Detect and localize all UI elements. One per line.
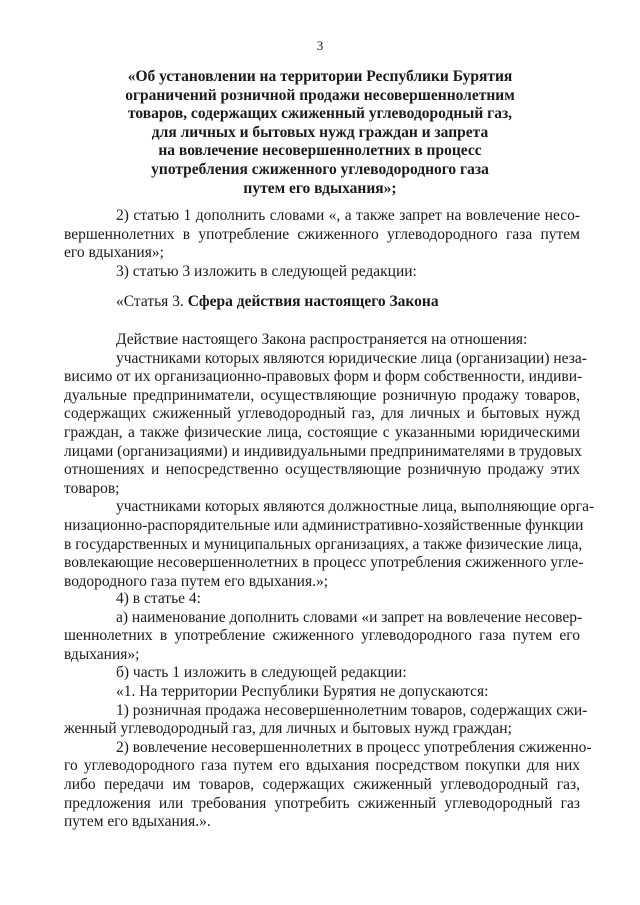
text-line: 3) статью 3 изложить в следующей редакции: [116, 262, 417, 280]
text-line: Действие настоящего Закона распространяется на отношения: [116, 331, 528, 348]
text-line: висимо от их организационно-правовых форм и форм собственности, индиви- [64, 368, 583, 386]
title-line: употребления сжиженного углеводородного газа [151, 160, 489, 178]
text-line: вовлекающие несовершеннолетних в процесс употребления сжиженного угле- [64, 554, 584, 572]
text-line: участниками которых являются должностные лица, выполняющие орга- [116, 498, 595, 516]
text-line: путем его вдыхания.». [64, 813, 211, 831]
text-line: 1) розничная продажа несовершеннолетним товаров, содержащих сжи- [116, 701, 588, 719]
text-line: содержащих сжиженный углеводородный газ, для личных и бытовых нужд [64, 405, 580, 423]
text-line: товаров; [64, 479, 120, 497]
title-line: «Об установлении на территории Республики Бурятия [127, 68, 513, 85]
text-line: водородного газа путем его вдыхания.»; [64, 572, 329, 590]
text-line: отношениях и непосредственно осуществляющие розничную продажу этих [64, 461, 580, 479]
document-title [110, 68, 530, 198]
title-line: для личных и бытовых нужд граждан и запрета [151, 123, 489, 141]
title-line: товаров, содержащих сжиженный углеводородный газ, [127, 105, 513, 123]
text-line: предложения или требования употребить сжиженный углеводородный газ [64, 794, 580, 812]
text-line: 4) в статье 4: [116, 590, 201, 607]
text-line: вершеннолетних в употребление сжиженного углеводородного газа путем [64, 225, 580, 243]
text-line: женный углеводородный газ, для личных и бытовых нужд граждан; [64, 720, 512, 738]
text-line: 2) вовлечение несовершеннолетних в процесс употребления сжиженно- [116, 738, 592, 756]
text-line: «1. На территории Республики Бурятия не допускаются: [116, 682, 489, 700]
text-line: участниками которых являются юридические лица (организации) неза- [116, 349, 587, 367]
article-heading [64, 293, 580, 312]
article-title: Сфера действия настоящего Закона [187, 293, 439, 310]
text-line: лицами (организациями) и индивидуальными предпринимателями в трудовых [64, 442, 582, 460]
text-line: дуальные предприниматели, осуществляющие розничную продажу товаров, [64, 386, 580, 404]
text-line: в государственных и муниципальных организациях, а также физические лица, [64, 535, 583, 553]
text-line: либо передачи им товаров, содержащих сжиженный углеводородный газ, [64, 775, 580, 793]
article-3-text [64, 331, 595, 591]
text-line: его вдыхания»; [64, 244, 164, 262]
paragraph-amendment-article-4 [64, 590, 592, 832]
title-line: путем его вдыхания»; [243, 179, 397, 197]
article-prefix: «Статья 3. [116, 293, 188, 310]
text-line: граждан, а также физические лица, состоящие с указанными юридическими [64, 423, 580, 441]
text-line: низационно-распорядительные или административно-хозяйственные функции [64, 516, 584, 534]
text-line: шеннолетних в употребление сжиженного углеводородного газа путем его [64, 627, 580, 645]
text-line: б) часть 1 изложить в следующей редакции: [116, 664, 407, 682]
paragraph-amendment-article-1 [64, 207, 580, 281]
title-line: ограничений розничной продажи несовершеннолетним [125, 86, 515, 104]
title-line: на вовлечение несовершеннолетних в процесс [158, 142, 482, 160]
text-line: 2) статью 1 дополнить словами «, а также запрет на вовлечение несо- [116, 207, 580, 224]
text-line: вдыхания»; [64, 645, 140, 663]
text-line: го углеводородного газа путем его вдыхания посредством покупки для них [64, 757, 580, 775]
page-number: 3 [316, 38, 324, 53]
text-line: а) наименование дополнить словами «и запрет на вовлечение несовер- [116, 608, 583, 626]
